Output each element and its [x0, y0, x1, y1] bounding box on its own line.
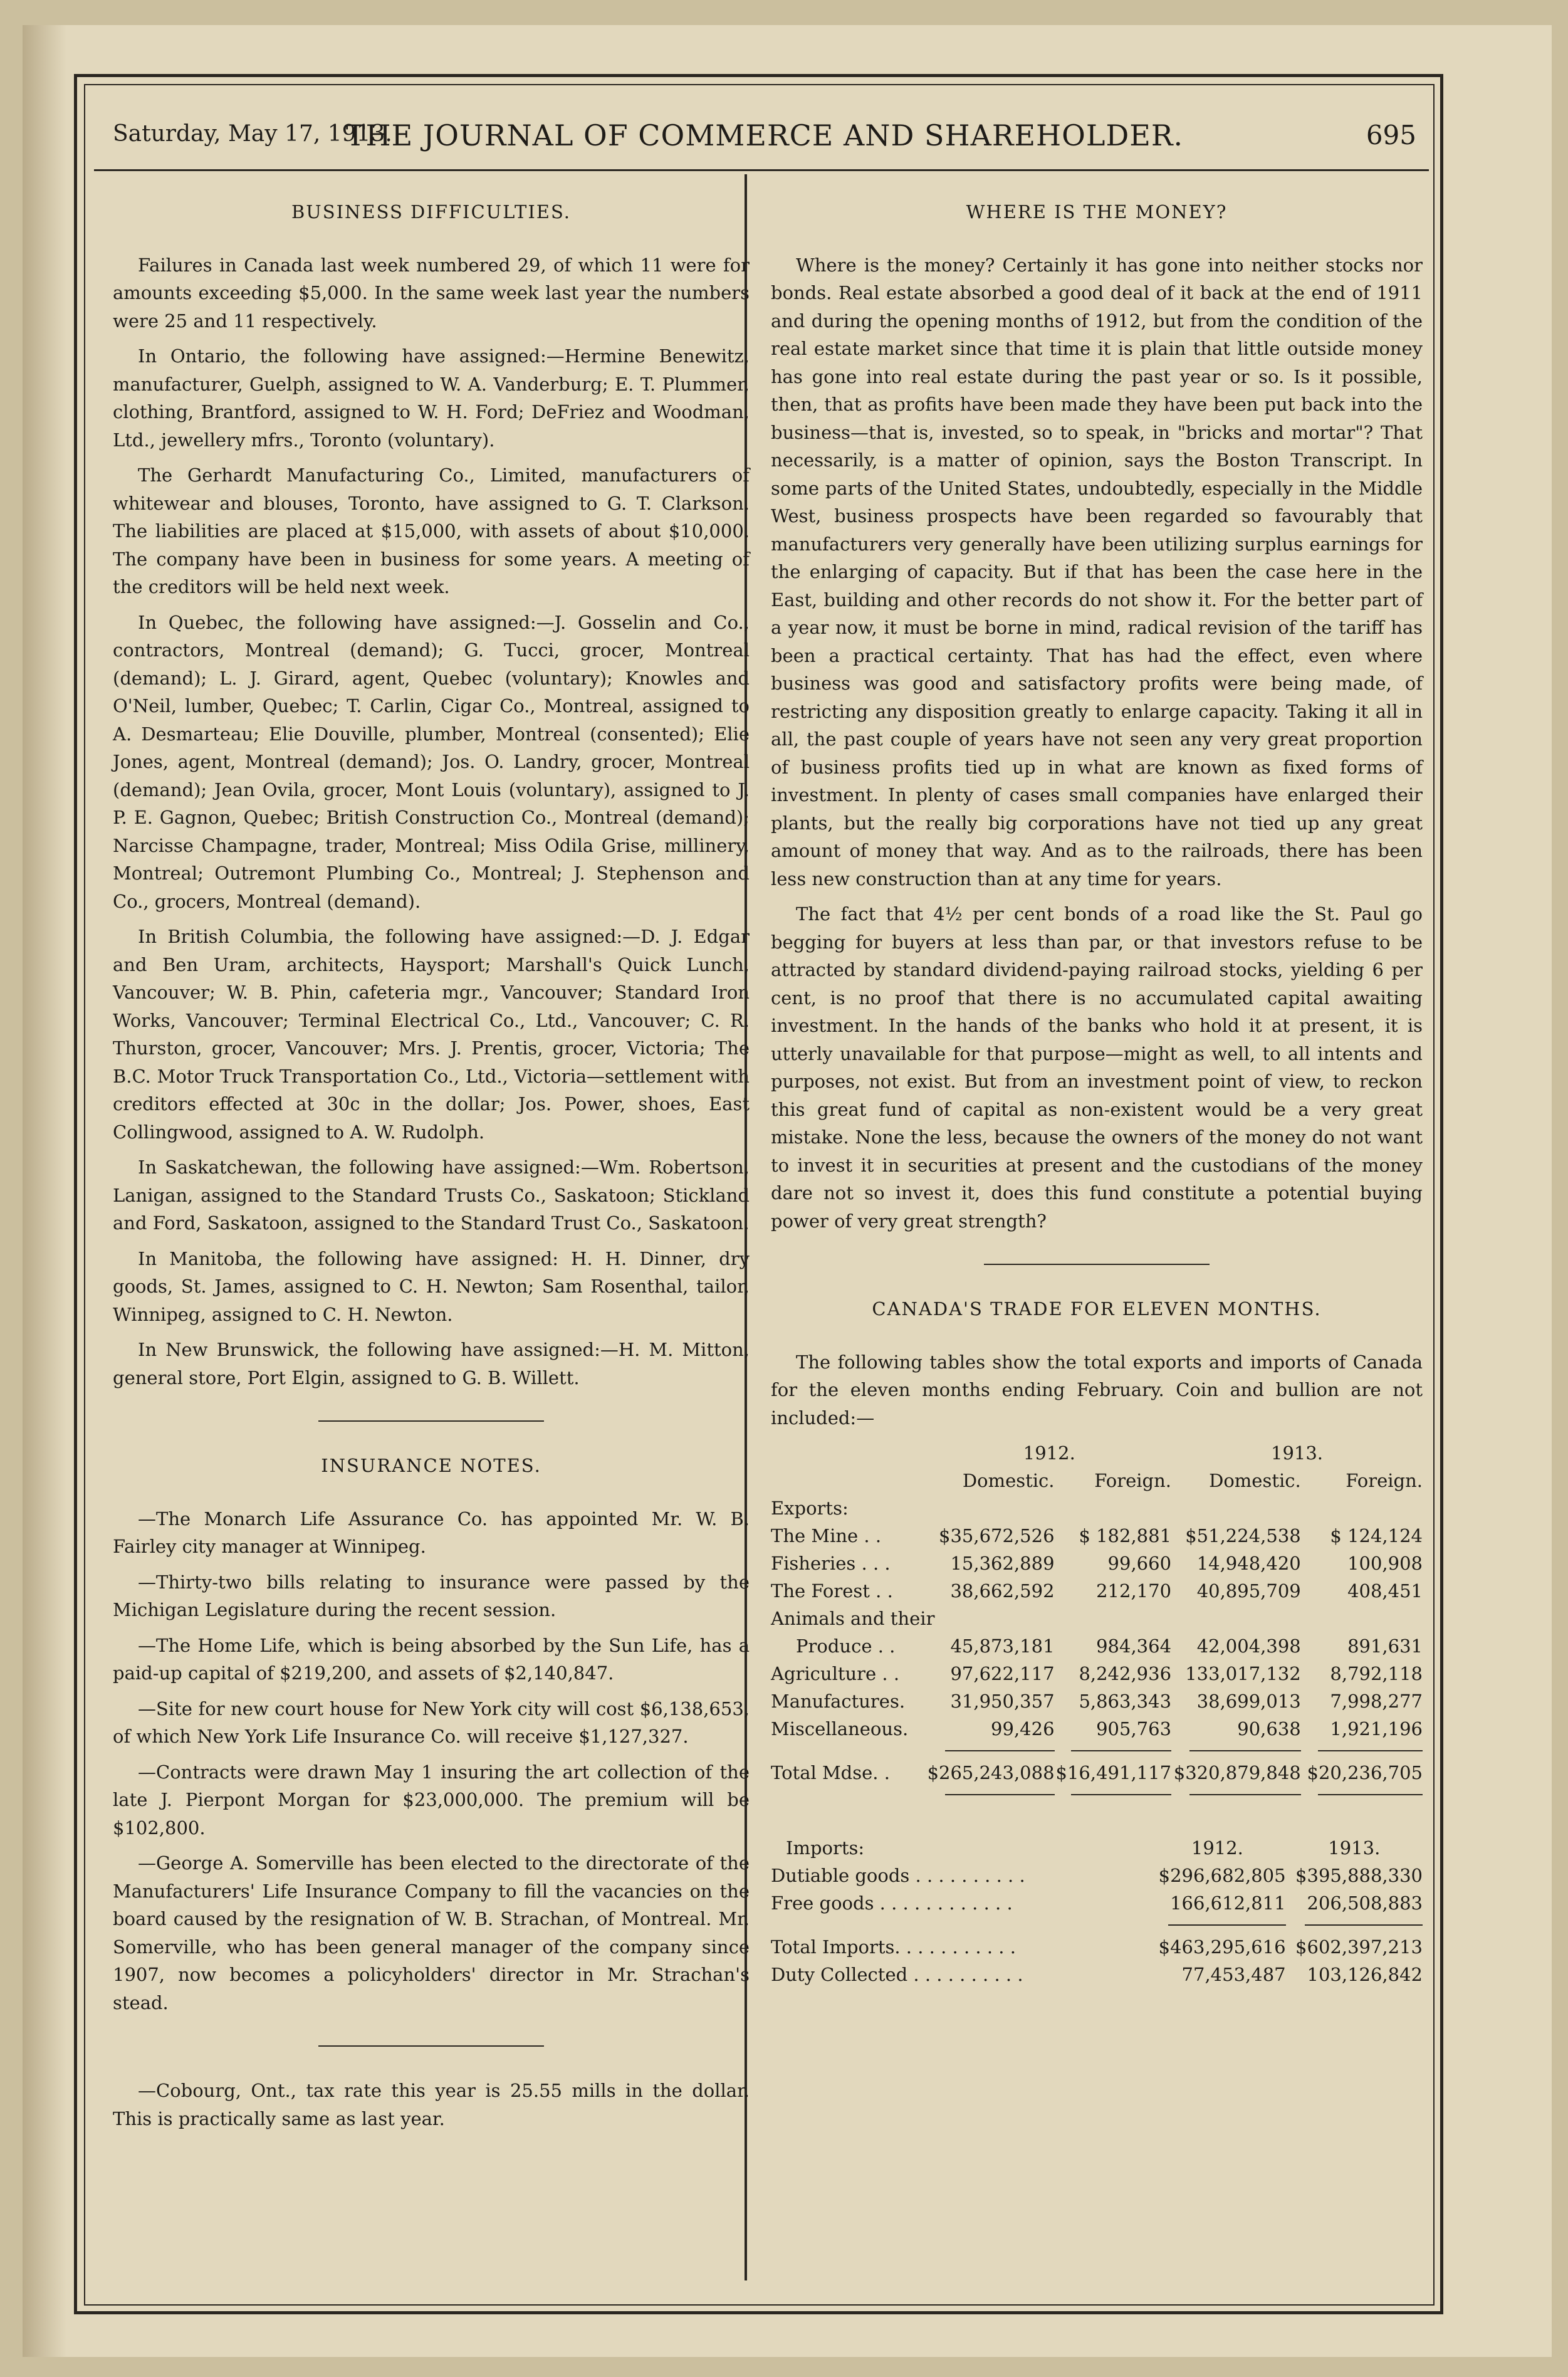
col-foreign: Foreign.: [1346, 1470, 1423, 1491]
business-paragraph: Failures in Canada last week numbered 29, of which 11 were for amounts exceeding $5,000. In the same week last year the numbers were 25 and 11 respectively.: [113, 254, 750, 332]
row-label: Dutiable goods . . . . . . . . . .: [771, 1865, 1025, 1886]
cell: $35,672,526: [939, 1525, 1055, 1546]
cell: 8,242,936: [1079, 1663, 1172, 1684]
cell: $395,888,330: [1295, 1865, 1423, 1886]
row-label: Agriculture . .: [771, 1663, 900, 1684]
exports-year-row: [771, 1439, 1423, 1467]
table-row: [771, 1660, 1423, 1687]
sum-rule: [1301, 1743, 1423, 1759]
row-label: Total Imports. . . . . . . . . . .: [771, 1936, 1016, 1958]
cell: $265,243,088: [927, 1762, 1055, 1783]
cell: 7,998,277: [1330, 1691, 1423, 1712]
sum-rule: [1171, 1743, 1301, 1759]
row-label: Produce . .: [796, 1635, 896, 1657]
issue-date: Saturday, May 17, 1913.: [113, 121, 392, 147]
business-paragraph: In Manitoba, the following have assigned: H. H. Dinner, dry goods, St. James, assigned to C. H. Newton; Sam Rosenthal, tailor, Winnipeg, assigned to C. H. Newton.: [113, 1247, 750, 1325]
business-paragraph: In New Brunswick, the following have assigned:—H. M. Mitton, general store, Port Elgin, assigned to G. B. Willett.: [113, 1339, 750, 1388]
business-paragraph: In Ontario, the following have assigned:—Hermine Benewitz, manufacturer, Guelph, assigned to W. A. Vanderburg; E. T. Plummer, clothing, Brantford, assigned to W. H. Ford; DeFriez and Woodman, Ltd., jewellery mfrs., Toronto (voluntary).: [113, 345, 750, 451]
table-row: [771, 1715, 1423, 1743]
business-paragraph: In Quebec, the following have assigned:—J. Gosselin and Co., contractors, Montreal (demand); G. Tucci, grocer, Montreal (demand); L. J. Girard, agent, Quebec (voluntary); Knowles and O'Neil, lumber, Quebec; T. Carlin, Cigar Co., Montreal, assigned to A. Desmarteau; Elie Douville, plumber, Montreal (consented); Elie Jones, agent, Montreal (demand); Jos. O. Landry, grocer, Montreal (demand); Jean Ovila, grocer, Mont Louis (voluntary), assigned to J. P. E. Gagnon, Quebec; British Construction Co., Montreal (demand); Narcisse Champagne, trader, Montreal; Miss Odila Grise, millinery, Montreal; Outremont Plumbing Co., Montreal; J. Stephenson and Co., grocers, Montreal (demand).: [113, 611, 750, 912]
cell: 31,950,357: [950, 1691, 1055, 1712]
cell: $51,224,538: [1185, 1525, 1301, 1546]
business-paragraph: In British Columbia, the following have assigned:—D. J. Edgar and Ben Uram, architects, Haysport; Marshall's Quick Lunch, Vancouver; W. B. Phin, cafeteria mgr., Vancouver; Standard Iron Works, Vancouver; Terminal Electrical Co., Ltd., Vancouver; C. R. Thurston, grocer, Vancouver; Mrs. J. Prentis, grocer, Victoria; The B.C. Motor Truck Transportation Co., Ltd., Victoria—settlement with creditors effected at 30c in the dollar; Jos. Power, shoes, East Collingwood, assigned to A. W. Rudolph.: [113, 926, 750, 1143]
total-row: [771, 1933, 1423, 1961]
rule-row: [771, 1787, 1423, 1803]
row-label: Free goods . . . . . . . . . . . .: [771, 1892, 1013, 1914]
cell: $16,491,117: [1055, 1762, 1172, 1783]
sum-rule: [1055, 1787, 1172, 1803]
cell: 905,763: [1096, 1718, 1172, 1739]
cell: 97,622,117: [950, 1663, 1055, 1684]
left-column: [113, 188, 750, 2140]
row-label: The Forest . .: [771, 1580, 893, 1602]
header-rule: [94, 169, 1429, 171]
right-column: [771, 188, 1423, 1988]
total-row: [771, 1961, 1423, 1988]
row-label: Miscellaneous.: [771, 1718, 909, 1739]
rule-row: [771, 1917, 1423, 1933]
exports-subheader-row: [771, 1467, 1423, 1494]
cell: 42,004,398: [1196, 1635, 1301, 1657]
business-difficulties-heading: BUSINESS DIFFICULTIES.: [291, 201, 571, 223]
year-1913: 1913.: [1271, 1442, 1324, 1464]
year-1913: 1913.: [1328, 1837, 1381, 1859]
col-domestic: Domestic.: [962, 1470, 1055, 1491]
year-1912: 1912.: [1023, 1442, 1075, 1464]
table-row: [771, 1862, 1423, 1889]
cell: 90,638: [1237, 1718, 1301, 1739]
cell: 212,170: [1096, 1580, 1172, 1602]
trade-intro: The following tables show the total exports and imports of Canada for the eleven months ending February. Coin and bullion are not included:—: [771, 1351, 1423, 1429]
table-row: [771, 1889, 1423, 1917]
cell: 40,895,709: [1196, 1580, 1301, 1602]
total-row: [771, 1759, 1423, 1787]
row-label: Total Mdse. .: [771, 1762, 890, 1783]
sum-rule: [1171, 1787, 1301, 1803]
sum-rule: [928, 1743, 1055, 1759]
insurance-note: —Site for new court house for New York city will cost $6,138,653, of which New York Life Insurance Co. will receive $1,127,327.: [113, 1697, 750, 1747]
imports-header-row: [771, 1834, 1423, 1862]
sum-rule: [1301, 1787, 1423, 1803]
insurance-notes-heading: INSURANCE NOTES.: [321, 1455, 541, 1476]
exports-section-row: [771, 1494, 1423, 1522]
money-paragraph: The fact that 4½ per cent bonds of a road like the St. Paul go begging for buyers at less than par, or that investors refuse to be attracted by standard dividend-paying railroad stocks, yielding 6 per cent, is no proof that there is no accumulated capital awaiting investment. In the hands of the banks who hold it at present, it is utterly unavailable for that purpose—might as well, to all intents and purposes, not exist. But from an investment point of view, to reckon this great fund of capital as non-existent would be a very great mistake. None the less, because the owners of the money do not want to invest it in securities at present and the custodians of the money dare not so invest it, does this fund constitute a potential buying power of very great strength?: [771, 903, 1423, 1232]
sum-rule: [928, 1787, 1055, 1803]
business-paragraph: The Gerhardt Manufacturing Co., Limited, manufacturers of whitewear and blouses, Toronto, have assigned to G. T. Clarkson. The liabilities are placed at $15,000, with assets of about $10,000. The company have been in business for some years. A meeting of the creditors will be held next week.: [113, 464, 750, 597]
cell: 206,508,883: [1307, 1892, 1423, 1914]
exports-label: Exports:: [771, 1498, 849, 1519]
cell: 15,362,889: [950, 1553, 1055, 1574]
table-row: [771, 1687, 1423, 1715]
col-domestic: Domestic.: [1209, 1470, 1301, 1491]
where-is-the-money-heading: WHERE IS THE MONEY?: [966, 201, 1228, 223]
exports-table: [771, 1439, 1423, 1803]
page-number: 695: [1366, 120, 1416, 150]
col-foreign: Foreign.: [1094, 1470, 1172, 1491]
binding-shadow: [23, 25, 66, 2357]
journal-title: THE JOURNAL OF COMMERCE AND SHAREHOLDER.: [345, 118, 1184, 152]
imports-table: [771, 1834, 1423, 1988]
cell: 984,364: [1096, 1635, 1172, 1657]
section-separator: [318, 2045, 544, 2047]
cell: $20,236,705: [1307, 1762, 1423, 1783]
cell: 5,863,343: [1079, 1691, 1172, 1712]
row-label: The Mine . .: [771, 1525, 882, 1546]
business-paragraph: In Saskatchewan, the following have assigned:—Wm. Robertson, Lanigan, assigned to the Standard Trusts Co., Saskatoon; Stickland and Ford, Saskatoon, assigned to the Standard Trust Co., Saskatoon.: [113, 1157, 750, 1234]
cell: $320,879,848: [1173, 1762, 1301, 1783]
table-row: [771, 1605, 1423, 1632]
table-row: [771, 1550, 1423, 1577]
masthead: [113, 116, 1416, 166]
insurance-note: —Thirty-two bills relating to insurance were passed by the Michigan Legislature during the recent session.: [113, 1571, 750, 1620]
cell: 38,662,592: [950, 1580, 1055, 1602]
canada-trade-heading: CANADA'S TRADE FOR ELEVEN MONTHS.: [872, 1298, 1322, 1320]
cell: 14,948,420: [1196, 1553, 1301, 1574]
insurance-note: —George A. Somerville has been elected to the directorate of the Manufacturers' Life Insurance Company to fill the vacancies on the board caused by the resignation of W. B. Strachan, of Montreal. Mr. Somerville, who has been general manager of the company since 1907, now becomes a policyholders' director in Mr. Strachan's stead.: [113, 1852, 750, 2013]
section-separator: [318, 1420, 544, 1422]
row-label: Duty Collected . . . . . . . . . .: [771, 1964, 1023, 1985]
row-label: Animals and their: [771, 1608, 935, 1629]
cell: 45,873,181: [950, 1635, 1055, 1657]
cell: 103,126,842: [1307, 1964, 1423, 1985]
insurance-note: —Contracts were drawn May 1 insuring the art collection of the late J. Pierpont Morgan for $23,000,000. The premium will be $102,800.: [113, 1761, 750, 1839]
cell: 1,921,196: [1330, 1718, 1423, 1739]
cell: $296,682,805: [1158, 1865, 1286, 1886]
rule-row: [771, 1743, 1423, 1759]
cell: 8,792,118: [1330, 1663, 1423, 1684]
year-1912: 1912.: [1191, 1837, 1243, 1859]
cell: 891,631: [1347, 1635, 1423, 1657]
money-paragraph: Where is the money? Certainly it has gone into neither stocks nor bonds. Real estate absorbed a good deal of it back at the end of 1911 and during the opening months of 1912, but from the condition of the real estate market since that time it is plain that little outside money has gone into real estate during the past year or so. Is it possible, then, that as profits have been made they have been put back into the business—that is, invested, so to speak, in "bricks and mortar"? That necessarily, is a matter of opinion, says the Boston Transcript. In some parts of the United States, undoubtedly, especially in the Middle West, business prospects have been regarded so favourably that manufacturers very generally have been utilizing surplus earnings for the enlarging of capacity. But if that has been the case here in the East, building and other records do not show it. For the better part of a year now, it must be borne in mind, radical revision of the tariff has been a practical certainty. That has had the effect, even where business was good and satisfactory profits were being made, of restricting any disposition greatly to enlarge capacity. Taking it all in all, the past couple of years have not seen any very great proportion of business profits tied up in what are known as fixed forms of investment. In plenty of cases small companies have enlarged their plants, but the really big corporations have not tied up any great amount of money that way. And as to the railroads, there has been less new construction than at any time for years.: [771, 254, 1423, 889]
cell: $463,295,616: [1158, 1936, 1286, 1958]
cell: $ 124,124: [1330, 1525, 1423, 1546]
row-label: Fisheries . . .: [771, 1553, 891, 1574]
row-label: Manufactures.: [771, 1691, 906, 1712]
cobourg-note: —Cobourg, Ont., tax rate this year is 25.55 mills in the dollar. This is practically same as last year.: [113, 2080, 750, 2129]
section-separator: [984, 1264, 1210, 1265]
table-row: [771, 1632, 1423, 1660]
cell: 408,451: [1347, 1580, 1423, 1602]
imports-label: Imports:: [786, 1837, 865, 1859]
table-row: [771, 1522, 1423, 1550]
insurance-note: —The Home Life, which is being absorbed by the Sun Life, has a paid-up capital of $219,200, and assets of $2,140,847.: [113, 1634, 750, 1684]
cell: 100,908: [1347, 1553, 1423, 1574]
sum-rule: [1055, 1743, 1172, 1759]
cell: 133,017,132: [1185, 1663, 1301, 1684]
insurance-note: —The Monarch Life Assurance Co. has appointed Mr. W. B. Fairley city manager at Winnipeg.: [113, 1508, 750, 1557]
cell: 77,453,487: [1181, 1964, 1286, 1985]
sum-rule: [1286, 1917, 1423, 1933]
cell: $ 182,881: [1079, 1525, 1172, 1546]
cell: 166,612,811: [1170, 1892, 1286, 1914]
cell: 38,699,013: [1196, 1691, 1301, 1712]
cell: 99,426: [991, 1718, 1055, 1739]
sum-rule: [1149, 1917, 1285, 1933]
table-row: [771, 1577, 1423, 1605]
cell: 99,660: [1107, 1553, 1172, 1574]
cell: $602,397,213: [1295, 1936, 1423, 1958]
